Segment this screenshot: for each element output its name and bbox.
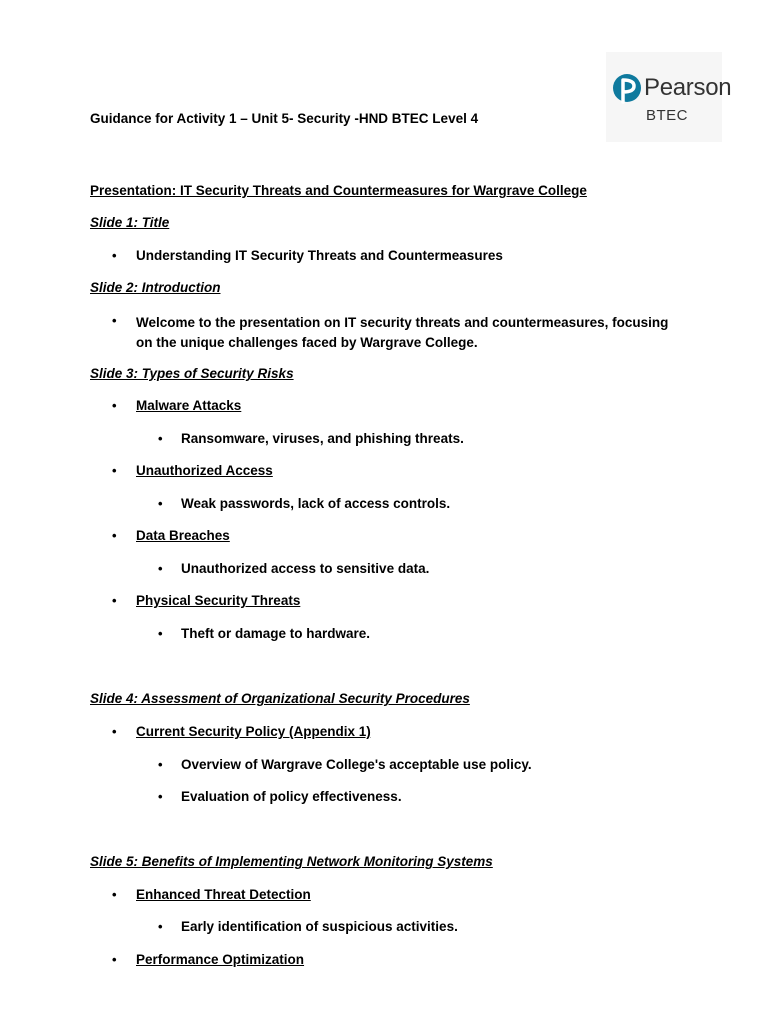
slide1-heading: Slide 1: Title — [90, 215, 170, 230]
bullet-dot: • — [112, 528, 117, 543]
bullet-dot: • — [158, 431, 163, 446]
slide1-item: Understanding IT Security Threats and Countermeasures — [136, 248, 503, 263]
slide4-item-sub: Overview of Wargrave College's acceptable use policy. — [181, 757, 532, 772]
bullet-dot: • — [158, 626, 163, 641]
bullet-dot: • — [158, 919, 163, 934]
slide3-item-label: Unauthorized Access — [136, 463, 273, 478]
presentation-title: Presentation: IT Security Threats and Countermeasures for Wargrave College — [90, 183, 587, 198]
slide4-item-label: Current Security Policy (Appendix 1) — [136, 724, 371, 739]
slide2-item: Welcome to the presentation on IT security threats and countermeasures, focusing on the unique challenges faced by Wargrave College. — [136, 315, 669, 350]
bullet-dot: • — [112, 398, 117, 413]
bullet-dot: • — [158, 757, 163, 772]
bullet-dot: • — [112, 887, 117, 902]
slide3-item-sub: Theft or damage to hardware. — [181, 626, 371, 641]
slide5-heading: Slide 5: Benefits of Implementing Network Monitoring Systems — [90, 854, 493, 869]
slide5-item-label: Performance Optimization — [136, 952, 305, 967]
slide5-item-sub: Early identification of suspicious activities. — [181, 919, 458, 934]
bullet-dot: • — [158, 496, 163, 511]
bullet-dot: • — [112, 248, 117, 263]
slide4-item-sub: Evaluation of policy effectiveness. — [181, 789, 402, 804]
logo-sub-text: BTEC — [646, 107, 689, 124]
bullet-dot: • — [112, 593, 117, 608]
pearson-p-icon — [612, 72, 642, 112]
slide3-item-sub: Weak passwords, lack of access controls. — [181, 496, 451, 511]
logo-brand-text: Pearson — [644, 74, 732, 101]
slide3-item-sub: Ransomware, viruses, and phishing threats. — [181, 431, 464, 446]
slide3-item-label: Malware Attacks — [136, 398, 242, 413]
slide5-item-label: Enhanced Threat Detection — [136, 887, 311, 902]
bullet-dot: • — [112, 952, 117, 967]
slide3-heading: Slide 3: Types of Security Risks — [90, 366, 294, 381]
slide2-heading: Slide 2: Introduction — [90, 280, 221, 295]
bullet-dot: • — [158, 789, 163, 804]
slide3-item-sub: Unauthorized access to sensitive data. — [181, 561, 430, 576]
bullet-dot: • — [112, 724, 117, 739]
pearson-logo — [606, 52, 732, 142]
slide3-item-label: Data Breaches — [136, 528, 230, 543]
slide3-item-label: Physical Security Threats — [136, 593, 301, 608]
document-header: Guidance for Activity 1 – Unit 5- Security -HND BTEC Level 4 — [90, 111, 479, 126]
bullet-dot: • — [158, 561, 163, 576]
slide4-heading: Slide 4: Assessment of Organizational Security Procedures — [90, 691, 470, 706]
bullet-dot: • — [112, 313, 117, 328]
bullet-dot: • — [112, 463, 117, 478]
